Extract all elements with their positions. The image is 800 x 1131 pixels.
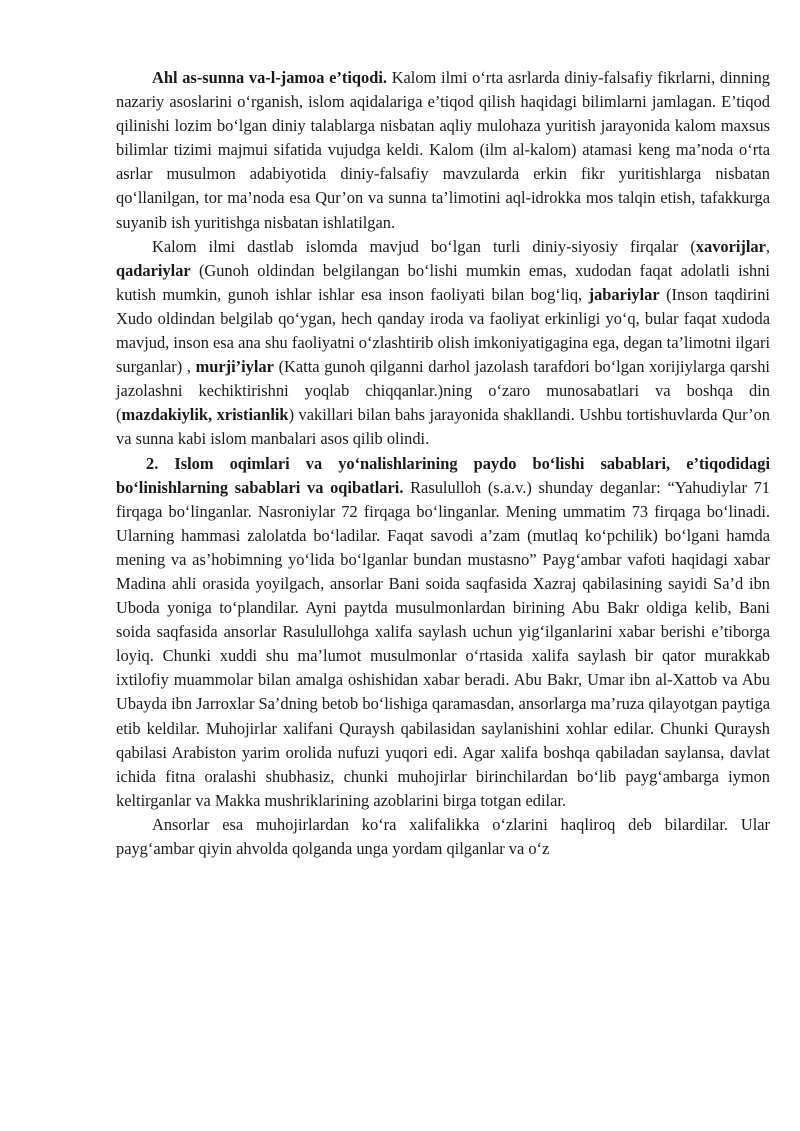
paragraph-ahl-as-sunna bbox=[116, 66, 770, 235]
document-page bbox=[116, 66, 770, 861]
paragraph-kalom-ilmi bbox=[116, 235, 770, 452]
term-murjiiylar: murji’iylar bbox=[195, 357, 274, 377]
term-mazdakiylik-xristianlik: mazdakiylik, xristianlik bbox=[121, 405, 289, 425]
paragraph-text: (Katta gunoh qilganni darhol jazolash tarafdori bo‘lgan xorijiylarga qarshi jazolashni kechiktirishni yoqlab chiqqanlar.)ning o‘zaro munosabatlari va boshqa din ( bbox=[116, 357, 770, 425]
paragraph-islom-oqimlari bbox=[116, 452, 770, 813]
paragraph-text: (Inson taqdirini Xudo oldindan belgilab qo‘ygan, hech qanday iroda va faoliyat erkinligi yo‘q, bular faqat xudoda mavjud, inson esa ana shu faoliyatni o‘zlashtirib olish imkoniyatigagina ega, degan ta’limotni ilgari surganlar) , bbox=[116, 284, 770, 377]
paragraph-text: (Gunoh oldindan belgilangan bo‘lishi mumkin emas, xudodan faqat adolatli ishni kutish mumkin, gunoh ishlar ishlar esa inson faoliyati bilan bog‘liq, bbox=[116, 260, 770, 304]
paragraph-text: Rasululloh (s.a.v.) shunday deganlar: “Yahudiylar 71 firqaga bo‘linganlar. Nasroniylar 72 firqaga bo‘linganlar. Mening ummatim 73 firqaga bo‘linadi. Ularning hammasi zalolatda bo‘ladilar. Faqat savodi a’zam (mutlaq ko‘pchilik) bo‘lgani hamda mening va as’hobimning yo‘lida bo‘lganlar bundan mustasno” Payg‘ambar vafoti haqidagi xabar Madina ahli orasida yoyilgach, ansorlar Bani soida saqfasida Xazraj qabilasining sayidi Sa’d ibn Uboda yoniga to‘plandilar. Ayni paytda musulmonlardan birining Abu Bakr oldiga kelib, Bani soida saqfasida ansorlar Rasulullohga xalifa saylash uchun yig‘ilganlarini xabar berishi e’tiborga loyiq. Chunki xuddi shu ma’lumot musulmonlar o‘rtasida xalifa saylash bir qator murakkab ixtilofiy muammolar bilan amalga oshishidan xabar beradi. Abu Bakr, Umar ibn al-Xattob va Abu Ubayda ibn Jarroxlar Sa’dning betob bo‘lishiga qaramasdan, ansorlarga ma’ruza qilayotgan paytiga etib keldilar. Muhojirlar xalifani Quraysh qabilasidan saylanishini xohlar edilar. Chunki Quraysh qabilasi Arabiston yarim orolida nufuzi yuqori edi. Agar xalifa boshqa qabiladan saylansa, davlat ichida fitna oralashi shubhasiz, chunki muhojirlar birinchilardan bo‘lib payg‘ambarga iymon keltirganlar va Makka mushriklarining azoblarini birga totgan edilar. bbox=[116, 477, 770, 810]
term-qadariylar: qadariylar bbox=[116, 260, 191, 280]
paragraph-text: Kalom ilmi o‘rta asrlarda diniy-falsafiy fikrlarni, dinning nazariy asoslarini o‘rganish, islom aqidalariga e’tiqod qilish haqidagi bilimlarni jamlagan. E’tiqod qilinishi lozim bo‘lgan diniy talablarga nisbatan aqliy mulohaza yuritish jarayonida kalom maxsus bilimlar tizimi majmui sifatida vujudga keldi. Kalom (ilm al-kalom) atamasi keng ma’noda o‘rta asrlar musulmon adabiyotida diniy-falsafiy mavzularda erkin fikr yuritishlarga nisbatan qo‘llanilgan, tor ma’noda esa Qur’on va sunna ta’limotini aql-idrokka mos talqin etish, tafakkurga suyanib ish yuritishga nisbatan ishlatilgan. bbox=[116, 68, 770, 232]
paragraph-text: Kalom ilmi dastlab islomda mavjud bo‘lgan turli diniy-siyosiy firqalar ( bbox=[152, 236, 696, 256]
paragraph-text: , bbox=[765, 236, 770, 256]
paragraph-ansorlar bbox=[116, 813, 770, 861]
paragraph-text: Ansorlar esa muhojirlardan ko‘ra xalifalikka o‘zlarini haqliroq deb bilardilar. Ular payg‘ambar qiyin ahvolda qolganda unga yordam qilganlar va o‘z bbox=[116, 814, 770, 858]
section-heading-2: 2. Islom oqimlari va yo‘nalishlarining paydo bo‘lishi sabablari, e’tiqodidagi bo‘linishlarning sabablari va oqibatlari. bbox=[116, 453, 770, 497]
heading-ahl-as-sunna: Ahl as-sunna va-l-jamoa e’tiqodi. bbox=[152, 68, 387, 87]
paragraph-text: ) vakillari bilan bahs jarayonida shakllandi. Ushbu tortishuvlarda Qur’on va sunna kabi islom manbalari asos qilib olindi. bbox=[116, 405, 770, 449]
term-xavorijlar: xavorijlar bbox=[695, 236, 766, 256]
term-jabariylar: jabariylar bbox=[588, 284, 660, 304]
